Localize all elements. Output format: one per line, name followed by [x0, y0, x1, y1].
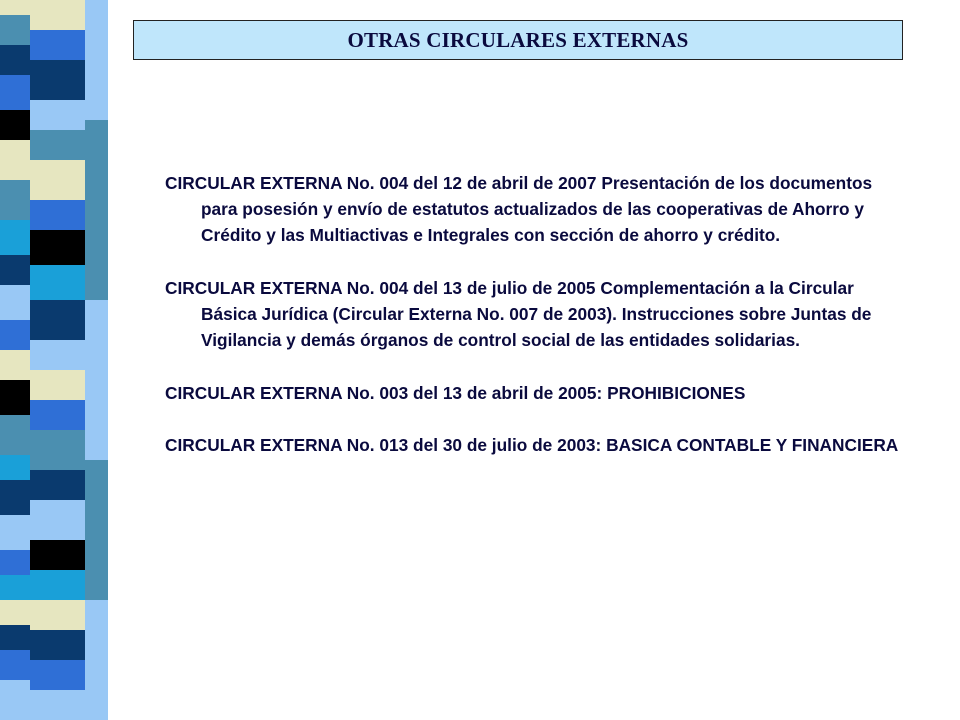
stripe-block	[0, 650, 30, 680]
stripe-block	[30, 60, 85, 100]
circular-entry: CIRCULAR EXTERNA No. 004 del 12 de abril de 2007 Presentación de los documentos para posesión y envío de estatutos actualizados de las cooperativas de Ahorro y Crédito y las Multiactivas e Integrales con sección de ahorro y crédito.	[165, 173, 873, 245]
stripe-block	[0, 255, 30, 285]
stripe-block	[0, 0, 30, 15]
stripe-block	[0, 45, 30, 75]
stripe-column-outer	[0, 0, 30, 720]
stripe-block	[0, 75, 30, 110]
stripe-block	[0, 625, 30, 650]
stripe-block	[85, 120, 108, 300]
stripe-block	[30, 100, 85, 130]
stripe-block	[0, 180, 30, 220]
stripe-block	[30, 630, 85, 660]
stripe-block	[0, 550, 30, 575]
stripe-block	[0, 15, 30, 45]
stripe-block	[30, 470, 85, 500]
stripe-block	[30, 430, 85, 470]
stripe-block	[0, 480, 30, 515]
stripe-block	[0, 110, 30, 140]
stripe-block	[0, 140, 30, 180]
stripe-block	[85, 600, 108, 720]
circular-entry: CIRCULAR EXTERNA No. 003 del 13 de abril de 2005: PROHIBICIONES	[165, 383, 746, 403]
stripe-block	[30, 200, 85, 230]
slide-title: OTRAS CIRCULARES EXTERNAS	[347, 28, 689, 52]
stripe-block	[30, 340, 85, 370]
stripe-block	[30, 600, 85, 630]
stripe-block	[85, 300, 108, 460]
stripe-block	[0, 680, 30, 720]
stripe-block	[0, 220, 30, 255]
stripe-column-edge	[85, 0, 108, 720]
stripe-block	[0, 285, 30, 320]
stripe-block	[0, 380, 30, 415]
stripe-block	[30, 160, 85, 200]
stripe-block	[0, 600, 30, 625]
stripe-block	[0, 415, 30, 455]
stripe-column-inner	[30, 0, 85, 720]
stripe-block	[30, 265, 85, 300]
stripe-block	[0, 350, 30, 380]
stripe-block	[0, 575, 30, 600]
stripe-block	[30, 540, 85, 570]
circular-entry: CIRCULAR EXTERNA No. 004 del 13 de julio de 2005 Complementación a la Circular Básica Jurídica (Circular Externa No. 007 de 2003). Instrucciones sobre Juntas de Vigilancia y demás órganos de control social de las entidades solidarias.	[165, 278, 872, 350]
circular-entry: CIRCULAR EXTERNA No. 013 del 30 de julio de 2003: BASICA CONTABLE Y FINANCIERA	[165, 435, 899, 455]
stripe-block	[30, 130, 85, 160]
stripe-block	[30, 370, 85, 400]
circular-list	[165, 170, 900, 485]
stripe-block	[30, 570, 85, 600]
stripe-block	[30, 400, 85, 430]
stripe-block	[30, 230, 85, 265]
stripe-block	[30, 690, 85, 720]
stripe-block	[30, 500, 85, 540]
stripe-block	[0, 515, 30, 550]
stripe-block	[85, 0, 108, 120]
stripe-block	[30, 300, 85, 340]
title-banner	[133, 20, 903, 60]
stripe-block	[85, 460, 108, 600]
stripe-block	[30, 0, 85, 30]
stripe-block	[30, 660, 85, 690]
stripe-block	[0, 455, 30, 480]
stripe-block	[0, 320, 30, 350]
stripe-block	[30, 30, 85, 60]
decorative-stripe-band	[0, 0, 108, 720]
